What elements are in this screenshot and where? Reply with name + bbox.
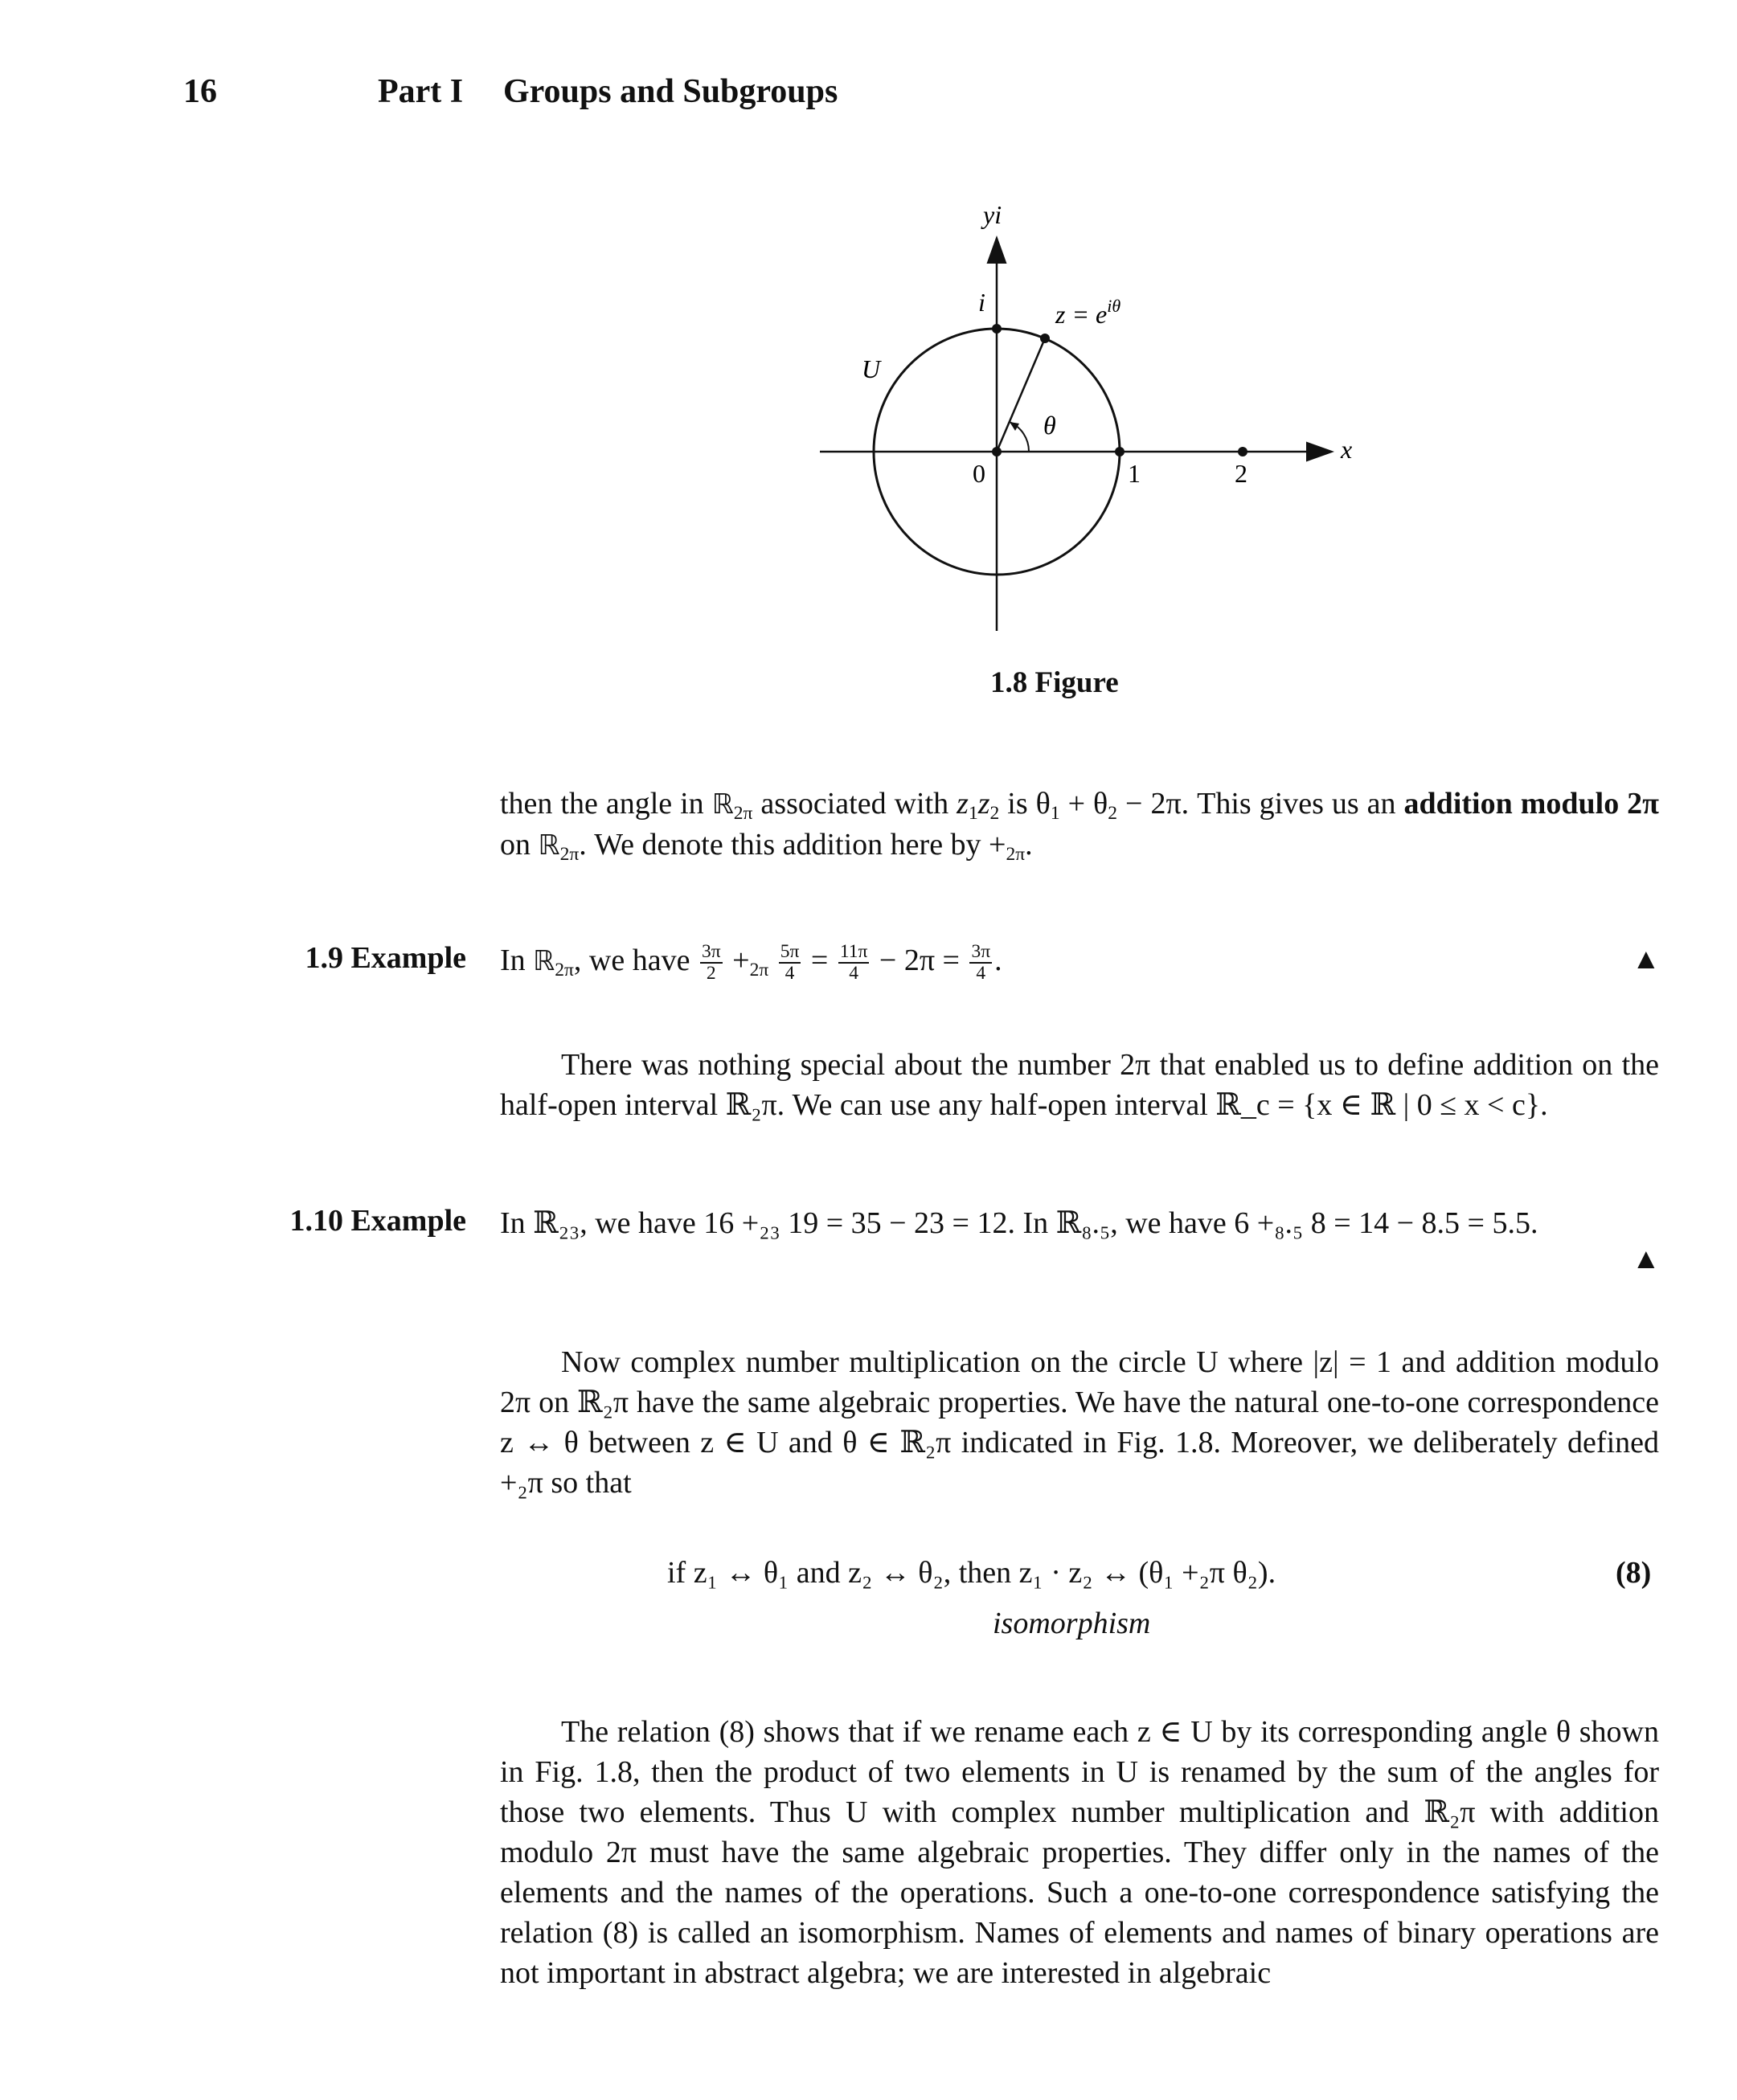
point-z (1040, 334, 1050, 343)
point-i (992, 324, 1002, 334)
end-of-example-triangle-2: ▲ (1632, 1242, 1661, 1275)
point-origin (992, 447, 1002, 456)
zero-label: 0 (973, 459, 985, 488)
z-label: $z = e^{i\theta}$ (1055, 296, 1121, 329)
page-number: 16 (183, 73, 217, 110)
part-label: Part I (378, 73, 464, 110)
i-label: i (978, 288, 985, 317)
equation-8-annotation: isomorphism (993, 1607, 1151, 1640)
example-1-10-text: In ℝ₂₃, we have 16 +₂₃ 19 = 35 − 23 = 12. In ℝ₈.₅, we have 6 +₈.₅ 8 = 14 − 8.5 = 5.5. (500, 1206, 1538, 1240)
radius-line (997, 338, 1045, 452)
paragraph-isomorphism: The relation (8) shows that if we rename each z ∈ U by its corresponding angle θ shown in Fig. 1.8, then the product of two elements in U is renamed by the sum of the angles for those two elements. Thus U with complex number multiplication and ℝ₂π with addition modulo 2π must have the same algebraic properties. They differ only in the names of the elements and the names of the operations. Such a one-to-one correspondence satisfying the relation (8) is called an isomorphism. Names of elements and names of binary operations are not important in abstract algebra; we are interested in algebraic (500, 1715, 1659, 1990)
end-of-example-triangle: ▲ (1632, 943, 1661, 975)
point-one (1115, 447, 1125, 456)
example-1-9-label: 1.9 Example (305, 941, 466, 975)
two-label: 2 (1235, 459, 1247, 488)
example-1-9-text: In ℝ$_{2\pi}$, we have $\frac{3\pi}{2}$ $+_{2\pi}$ $\frac{5\pi}{4}$ = $\frac{11\pi}{4}$ − 2π = $\frac{3\pi}{4}$ . (500, 940, 1002, 984)
U-label: U (862, 354, 881, 383)
point-two (1238, 447, 1247, 456)
figure-caption: 1.8 Figure (990, 666, 1119, 699)
equation-8: if z₁ ↔ θ₁ and z₂ ↔ θ₂, then z₁ · z₂ ↔ (θ₁ +₂π θ₂). (667, 1556, 1276, 1590)
one-label: 1 (1128, 459, 1141, 488)
equation-8-number: (8) (1616, 1556, 1652, 1590)
example-1-10-label: 1.10 Example (289, 1204, 466, 1238)
theta-label: θ (1043, 411, 1056, 440)
paragraph-addition-modulo: then the angle in ℝ$_{2\pi}$ associated with $z_1z_2$ is $\theta_1 + \theta_2 - 2\pi$. This gives us an addition modulo 2π on ℝ$_{2\pi}$. We denote this addition here by $+_{2\pi}$. (500, 787, 1660, 866)
part-title: Groups and Subgroups (503, 73, 838, 110)
unit-circle-figure (788, 193, 1366, 643)
x-axis-label: x (1341, 435, 1353, 464)
y-axis-label: yi (983, 200, 1002, 229)
paragraph-half-open-interval: There was nothing special about the number 2π that enabled us to define addition on the half-open interval ℝ₂π. We can use any half-open interval ℝ_c = {x ∈ ℝ | 0 ≤ x < c}. (500, 1048, 1659, 1122)
paragraph-correspondence: Now complex number multiplication on the circle U where |z| = 1 and addition modulo 2π on ℝ₂π have the same algebraic properties. We have the natural one-to-one correspondence z ↔ θ between z ∈ U and θ ∈ ℝ₂π indicated in Fig. 1.8. Moreover, we deliberately defined +₂π so that (500, 1345, 1659, 1500)
